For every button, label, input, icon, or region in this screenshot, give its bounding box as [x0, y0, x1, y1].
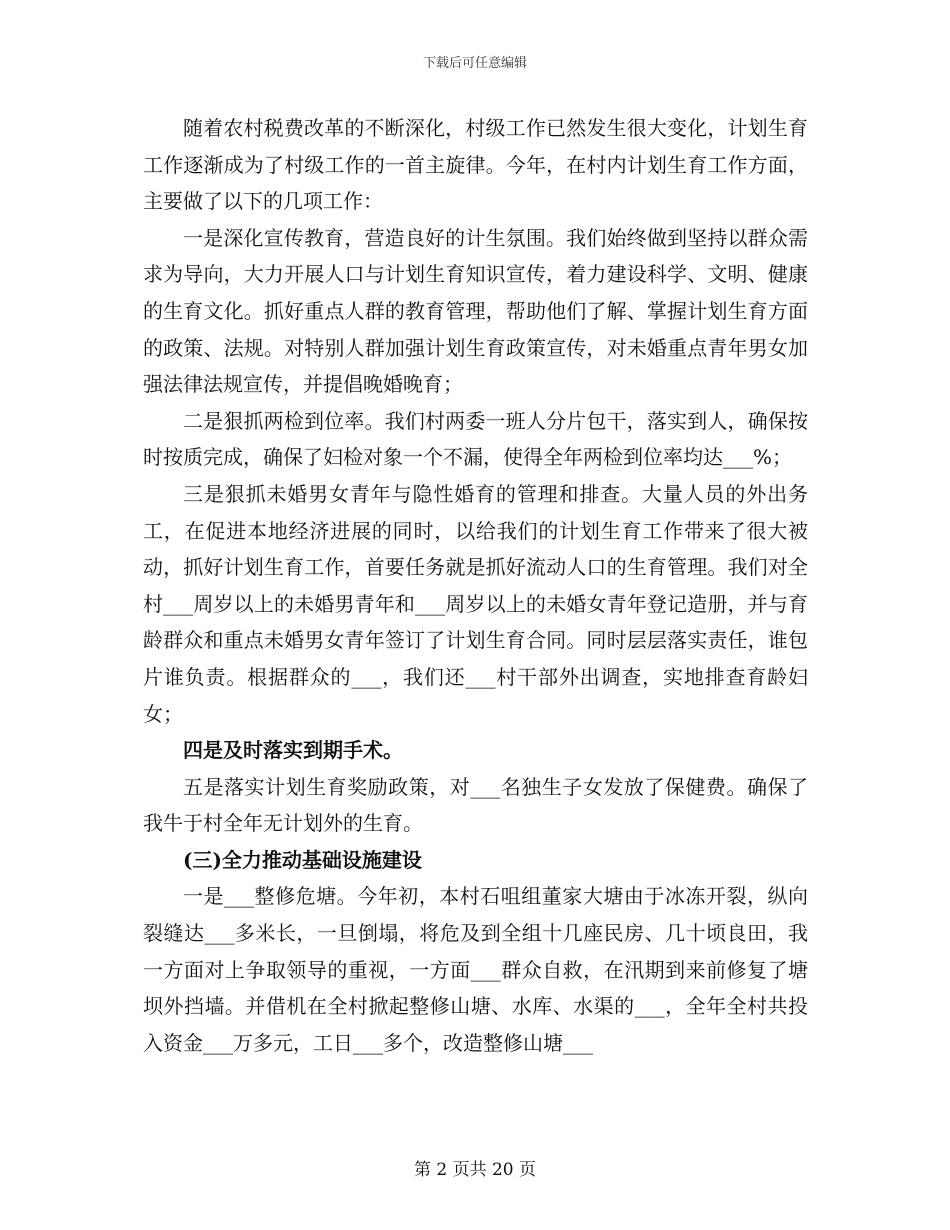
paragraph-item-4-bold: 四是及时落实到期手术。 [183, 738, 403, 763]
section-heading: (三)全力推动基础设施建设 [183, 847, 422, 872]
paragraph-infrastructure: 一是___整修危塘。今年初，本村石咀组董家大塘由于冰冻开裂，纵向裂缝达___多米长，一旦倒塌，将危及到全组十几座民房、几十顷良田，我一方面对上争取领导的重视，一方面___群众自救，在汛期到来前修复了塘坝外挡墙。并借机在全村掀起整修山塘、水库、水渠的___，全年全村共投入资金___万多元，工日___多个，改造整修山塘___ [143, 884, 808, 1055]
paragraph-intro: 随着农村税费改革的不断深化，村级工作已然发生很大变化，计划生育工作逐渐成为了村级工作的一首主旋律。今年，在村内计划生育工作方面，主要做了以下的几项工作： [143, 116, 808, 214]
paragraph-item-2: 二是狠抓两检到位率。我们村两委一班人分片包干，落实到人，确保按时按质完成，确保了妇检对象一个不漏，使得全年两检到位率均达___%； [143, 408, 808, 470]
paragraph-item-3: 三是狠抓未婚男女青年与隐性婚育的管理和排查。大量人员的外出务工，在促进本地经济进展的同时，以给我们的计划生育工作带来了很大被动，抓好计划生育工作，首要任务就是抓好流动人口的生育管理。我们对全村___周岁以上的未婚男青年和___周岁以上的未婚女青年登记造册，并与育龄群众和重点未婚男女青年签订了计划生育合同。同时层层落实责任，谁包片谁负责。根据群众的___，我们还___村干部外出调查，实地排查育龄妇女； [143, 481, 808, 726]
document-body [143, 110, 808, 1061]
paragraph-item-5: 五是落实计划生育奖励政策，对___名独生子女发放了保健费。确保了我牛于村全年无计划外的生育。 [143, 774, 808, 836]
page-header: 下载后可任意编辑 [422, 56, 527, 71]
paragraph-item-1: 一是深化宣传教育，营造良好的计生氛围。我们始终做到坚持以群众需求为导向，大力开展人口与计划生育知识宣传，着力建设科学、文明、健康的生育文化。抓好重点人群的教育管理，帮助他们了解、掌握计划生育方面的政策、法规。对特别人群加强计划生育政策宣传，对未婚重点青年男女加强法律法规宣传，并提倡晚婚晚育； [143, 225, 808, 397]
page-footer: 第 2 页共 20 页 [413, 1160, 537, 1180]
